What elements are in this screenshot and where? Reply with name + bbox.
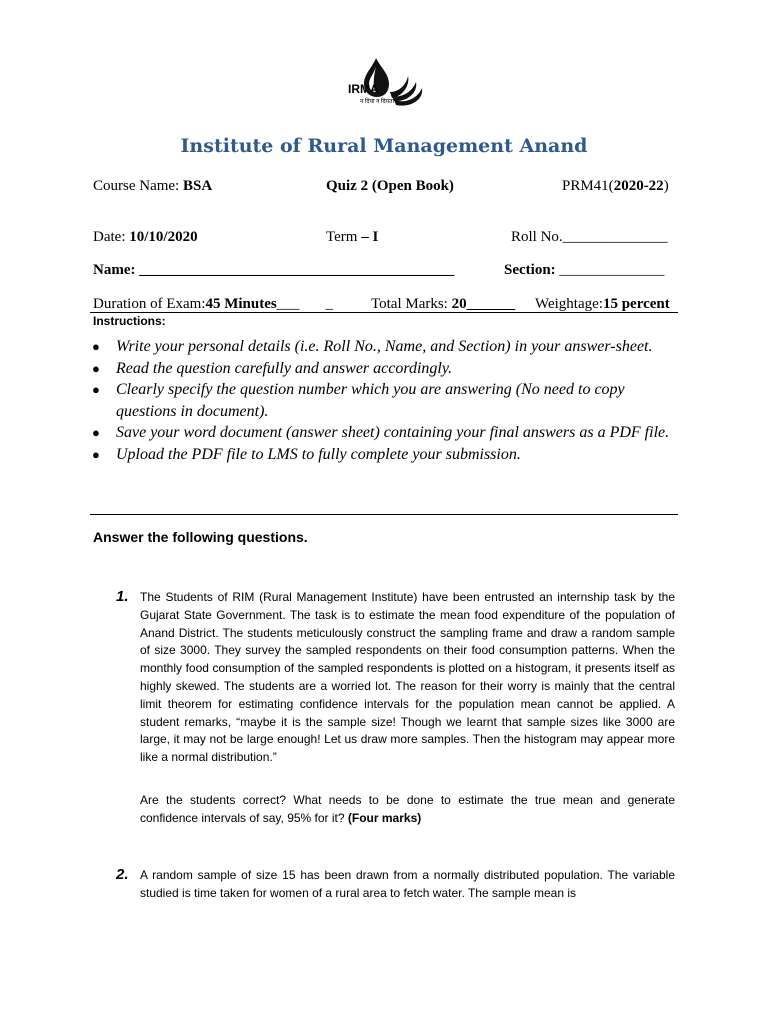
page-title: Institute of Rural Management Anand: [180, 135, 588, 157]
roll-number-field: Roll No.______________: [511, 229, 668, 245]
logo-hindi-text: न दिया न दियता: [360, 99, 395, 105]
duration-tail: ___ _: [276, 296, 333, 312]
instruction-text: Save your word document (answer sheet) containing your final answers as a PDF file.: [116, 424, 670, 441]
quiz-title: Quiz 2 (Open Book): [326, 178, 454, 194]
irma-logo: [346, 52, 428, 110]
marks-value: 20: [451, 296, 467, 312]
term-label: Term: [326, 229, 362, 245]
exam-date: [93, 229, 198, 246]
bullet-icon: ●: [92, 382, 100, 397]
date-value: 10/10/2020: [129, 229, 198, 245]
name-field: Name: __________________________________________: [93, 262, 455, 278]
instruction-text: Upload the PDF file to LMS to fully complete your submission.: [116, 445, 521, 463]
date-label: Date:: [93, 229, 130, 245]
instruction-item: [92, 358, 682, 380]
marks-gap: [467, 296, 516, 312]
bullet-icon: ●: [92, 339, 100, 354]
term: [326, 229, 378, 246]
instructions-heading: Instructions:: [93, 314, 166, 328]
bullet-icon: ●: [92, 425, 100, 440]
programme-years: 2020-22: [613, 178, 664, 194]
instruction-text: Read the question carefully and answer accordingly.: [116, 359, 453, 377]
total-marks: [371, 296, 515, 313]
section-field: [504, 262, 664, 279]
weightage-label: Weightage:: [535, 296, 603, 312]
instruction-text: Clearly specify the question number which you are answering (No need to copy questions in document).: [116, 381, 625, 420]
instruction-item: [92, 379, 682, 422]
answer-heading: Answer the following questions.: [93, 529, 308, 545]
duration: [93, 296, 333, 313]
instructions-divider: [90, 514, 678, 515]
programme-code: [562, 178, 669, 195]
instruction-item: [92, 422, 682, 444]
header-divider: [90, 312, 678, 313]
logo-text: IRMA: [348, 82, 379, 96]
duration-label: Duration of Exam:: [93, 296, 206, 312]
question-2-number: 2.: [116, 866, 129, 883]
question-1-text: The Students of RIM (Rural Management Institute) have been entrusted an internship task by the Gujarat State Government. The task is to estimate the mean food expenditure of the population of Anand District. The students meticulously construct the sampling frame and draw a random sample of size 3000. They survey the sampled respondents on their food consumption patterns. When the monthly food consumption of the sampled respondents is plotted on a histogram, it presents itself as highly skewed. The students are a worried lot. The reason for their worry is mainly that the central limit theorem for estimating confidence intervals for the population mean cannot be applied. A student remarks, “maybe it is the sample size! Though we learnt that sample sizes like 3000 are large, it may not be large enough! Let us draw more samples. Then the histogram may appear more like a normal distribution.”: [140, 590, 675, 765]
question-1-number: 1.: [116, 588, 129, 605]
instruction-item: [92, 336, 682, 358]
marks-label: Total Marks:: [371, 296, 452, 312]
course-value: BSA: [182, 178, 213, 194]
section-line: ______________: [559, 262, 665, 278]
term-value: – I: [361, 229, 379, 245]
bullet-icon: ●: [92, 360, 100, 376]
programme-suffix: ): [663, 178, 669, 194]
question-1-marks: (Four marks): [347, 810, 422, 825]
course-label: Course Name:: [93, 178, 183, 194]
question-2-text: A random sample of size 15 has been drawn from a normally distributed population. The variable studied is time taken for women of a rural area to fetch water. The sample mean is: [140, 868, 675, 900]
weightage-value: 15 percent: [602, 296, 670, 312]
instruction-item: [92, 444, 682, 466]
section-label: Section:: [504, 262, 560, 278]
instructions-list: [92, 336, 682, 465]
weightage: [535, 296, 670, 313]
instruction-text: Write your personal details (i.e. Roll No., Name, and Section) in your answer-sheet.: [116, 338, 653, 355]
duration-value: 45 Minutes: [205, 296, 277, 312]
bullet-icon: ●: [92, 446, 100, 462]
question-1-prompt: [140, 792, 675, 828]
course-name: [93, 178, 212, 195]
question-1-prompt-text: Are the students correct? What needs to be done to estimate the true mean and generate confidence intervals of say, 95% for it?: [140, 793, 675, 825]
programme-prefix: PRM41(: [562, 178, 614, 194]
